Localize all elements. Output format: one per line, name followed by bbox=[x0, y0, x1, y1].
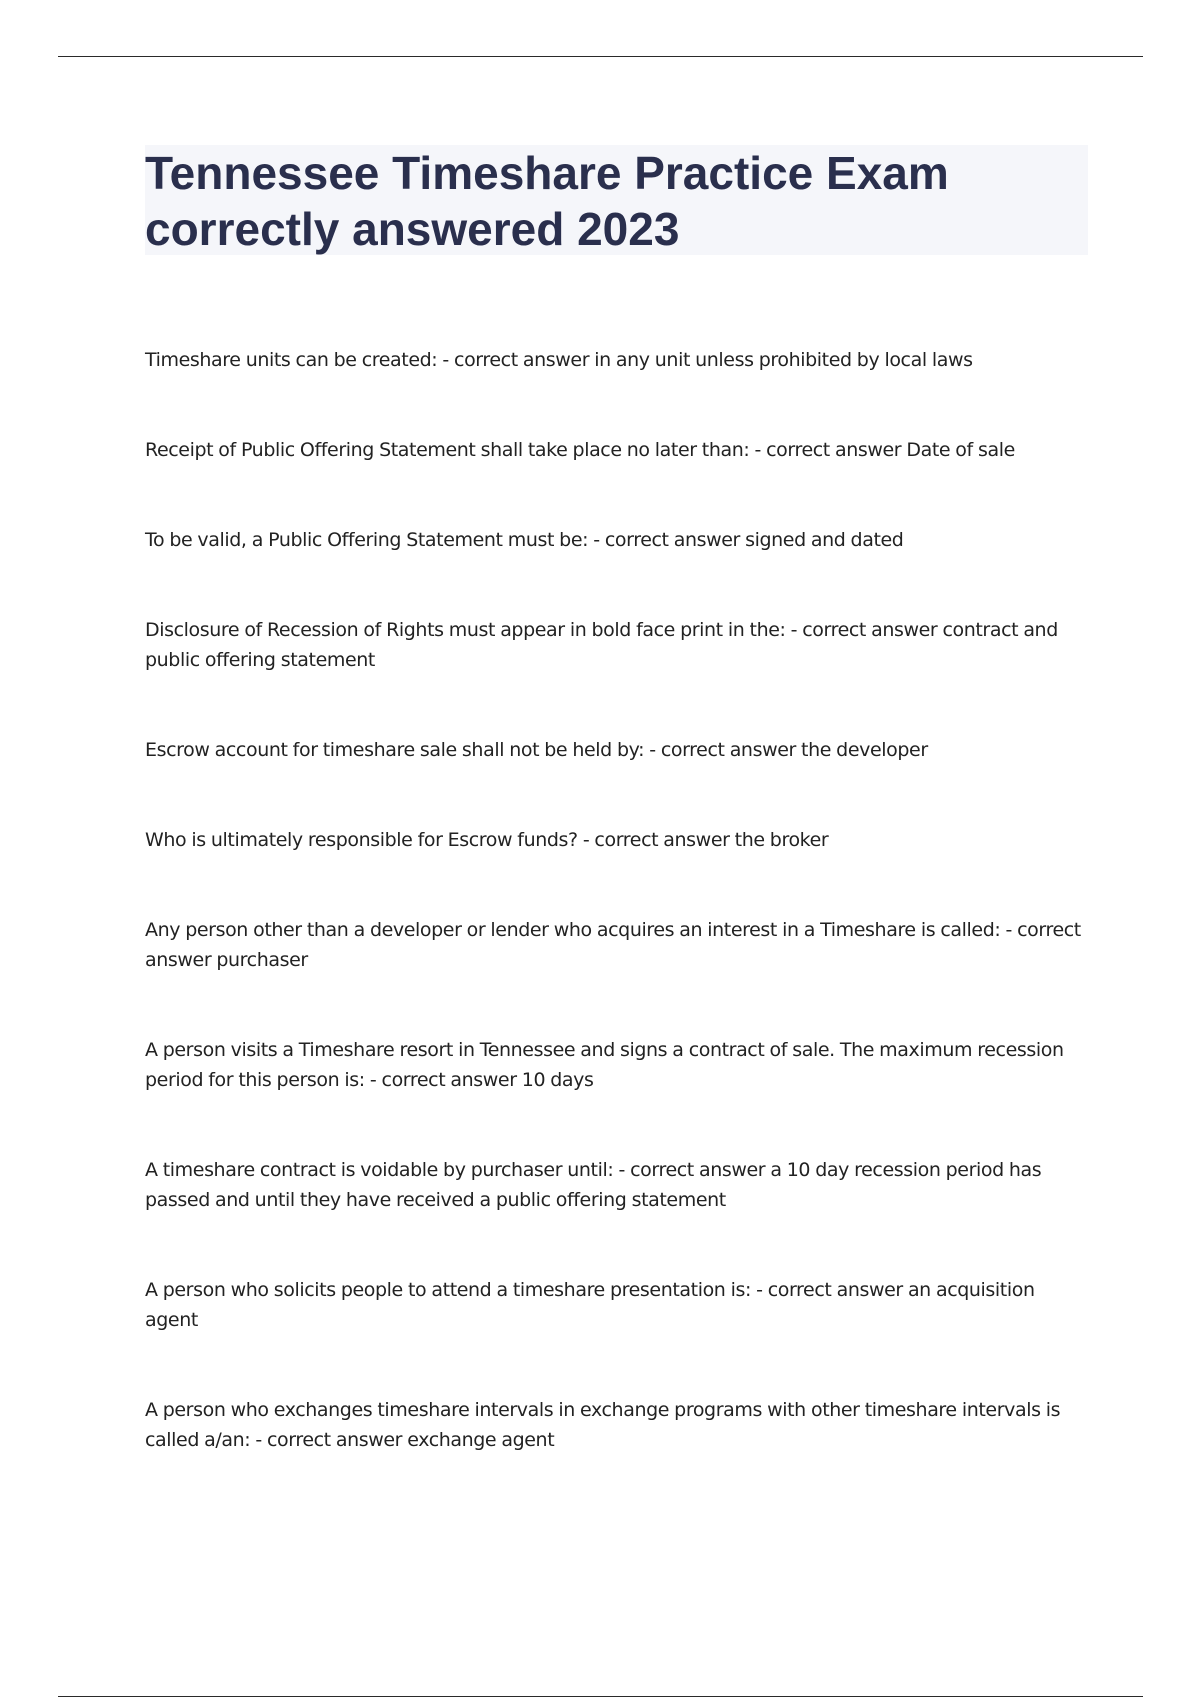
question-answer-list bbox=[145, 345, 1090, 1515]
top-rule bbox=[58, 56, 1143, 57]
document-title: Tennessee Timeshare Practice Exam correctly answered 2023 bbox=[145, 147, 949, 255]
qa-item-8: A person visits a Timeshare resort in Tennessee and signs a contract of sale. The maximum recession period for this person is: - correct answer 10 days bbox=[145, 1039, 1064, 1091]
qa-item-7: Any person other than a developer or lender who acquires an interest in a Timeshare is called: - correct answer purchaser bbox=[145, 919, 1081, 971]
qa-item-2: Receipt of Public Offering Statement shall take place no later than: - correct answer Date of sale bbox=[145, 439, 1015, 461]
bottom-rule bbox=[58, 1696, 1143, 1697]
qa-item-5: Escrow account for timeshare sale shall not be held by: - correct answer the developer bbox=[145, 739, 928, 761]
qa-item-3: To be valid, a Public Offering Statement must be: - correct answer signed and dated bbox=[145, 529, 904, 551]
qa-item-1: Timeshare units can be created: - correct answer in any unit unless prohibited by local laws bbox=[145, 349, 973, 371]
qa-item-11: A person who exchanges timeshare intervals in exchange programs with other timeshare intervals is called a/an: - correct answer exchange agent bbox=[145, 1399, 1061, 1451]
title-banner bbox=[145, 145, 1088, 255]
qa-item-9: A timeshare contract is voidable by purchaser until: - correct answer a 10 day recession period has passed and until they have received a public offering statement bbox=[145, 1159, 1042, 1211]
qa-item-10: A person who solicits people to attend a timeshare presentation is: - correct answer an acquisition agent bbox=[145, 1279, 1035, 1331]
qa-item-4: Disclosure of Recession of Rights must appear in bold face print in the: - correct answer contract and public offering statement bbox=[145, 619, 1058, 671]
qa-item-6: Who is ultimately responsible for Escrow funds? - correct answer the broker bbox=[145, 829, 829, 851]
